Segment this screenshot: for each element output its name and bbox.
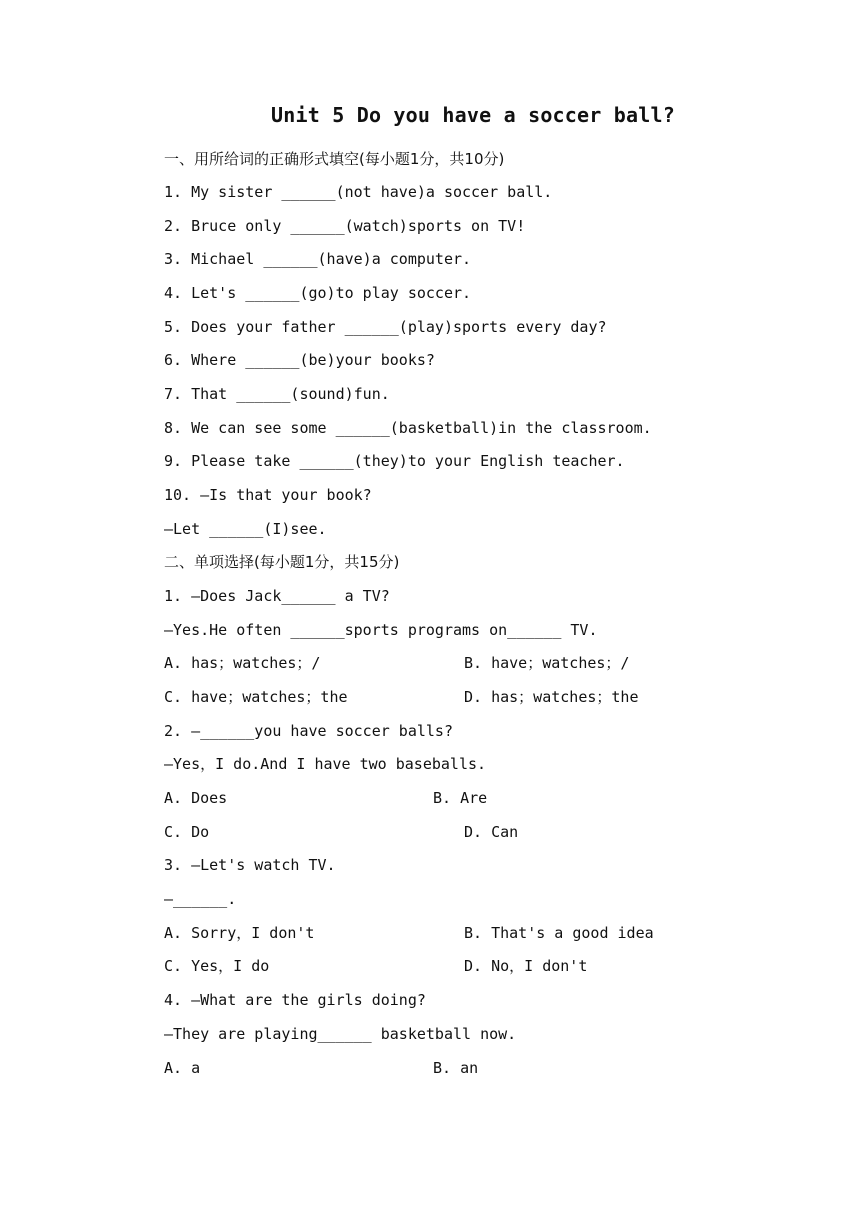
section-heading-multiple-choice: 二、单项选择(每小题1分，共15分) <box>164 553 400 571</box>
fill-in-item-6: 6. Where ______(be)your books? <box>164 351 435 369</box>
question-2-option-a: A. Does <box>164 789 228 807</box>
question-3-option-a: A. Sorry，I don't <box>164 924 315 942</box>
question-4-option-b: B. an <box>433 1059 479 1077</box>
page-title: Unit 5 Do you have a soccer ball? <box>271 103 675 127</box>
fill-in-item-10: 10. —Is that your book? <box>164 486 372 504</box>
question-1-reply: —Yes.He often ______sports programs on______ TV. <box>164 621 598 639</box>
question-3-stem: 3. —Let's watch TV. <box>164 856 336 874</box>
question-1-option-c: C. have；watches；the <box>164 688 348 706</box>
question-3-option-c: C. Yes，I do <box>164 957 270 975</box>
fill-in-item-4: 4. Let's ______(go)to play soccer. <box>164 284 472 302</box>
question-2-reply: —Yes，I do.And I have two baseballs. <box>164 755 487 773</box>
fill-in-item-9: 9. Please take ______(they)to your English teacher. <box>164 452 625 470</box>
fill-in-item-10-reply: —Let ______(I)see. <box>164 520 327 538</box>
question-4-option-a: A. a <box>164 1059 201 1077</box>
question-2-option-b: B. Are <box>433 789 488 807</box>
question-2-stem: 2. —______you have soccer balls? <box>164 722 453 740</box>
question-2-option-d: D. Can <box>464 823 519 841</box>
question-2-option-c: C. Do <box>164 823 210 841</box>
question-1-option-a: A. has；watches；/ <box>164 654 321 672</box>
fill-in-item-1: 1. My sister ______(not have)a soccer ball. <box>164 183 553 201</box>
question-1-option-b: B. have；watches；/ <box>464 654 630 672</box>
question-4-reply: —They are playing______ basketball now. <box>164 1025 517 1043</box>
question-3-option-b: B. That's a good idea <box>464 924 654 942</box>
fill-in-item-2: 2. Bruce only ______(watch)sports on TV! <box>164 217 526 235</box>
fill-in-item-7: 7. That ______(sound)fun. <box>164 385 390 403</box>
question-1-stem: 1. —Does Jack______ a TV? <box>164 587 390 605</box>
section-heading-fill-in: 一、用所给词的正确形式填空(每小题1分，共10分) <box>164 150 505 168</box>
question-1-option-d: D. has；watches；the <box>464 688 639 706</box>
question-4-stem: 4. —What are the girls doing? <box>164 991 426 1009</box>
fill-in-item-5: 5. Does your father ______(play)sports every day? <box>164 318 607 336</box>
fill-in-item-3: 3. Michael ______(have)a computer. <box>164 250 472 268</box>
question-3-reply: —______. <box>164 890 237 908</box>
fill-in-item-8: 8. We can see some ______(basketball)in the classroom. <box>164 419 652 437</box>
question-3-option-d: D. No，I don't <box>464 957 588 975</box>
